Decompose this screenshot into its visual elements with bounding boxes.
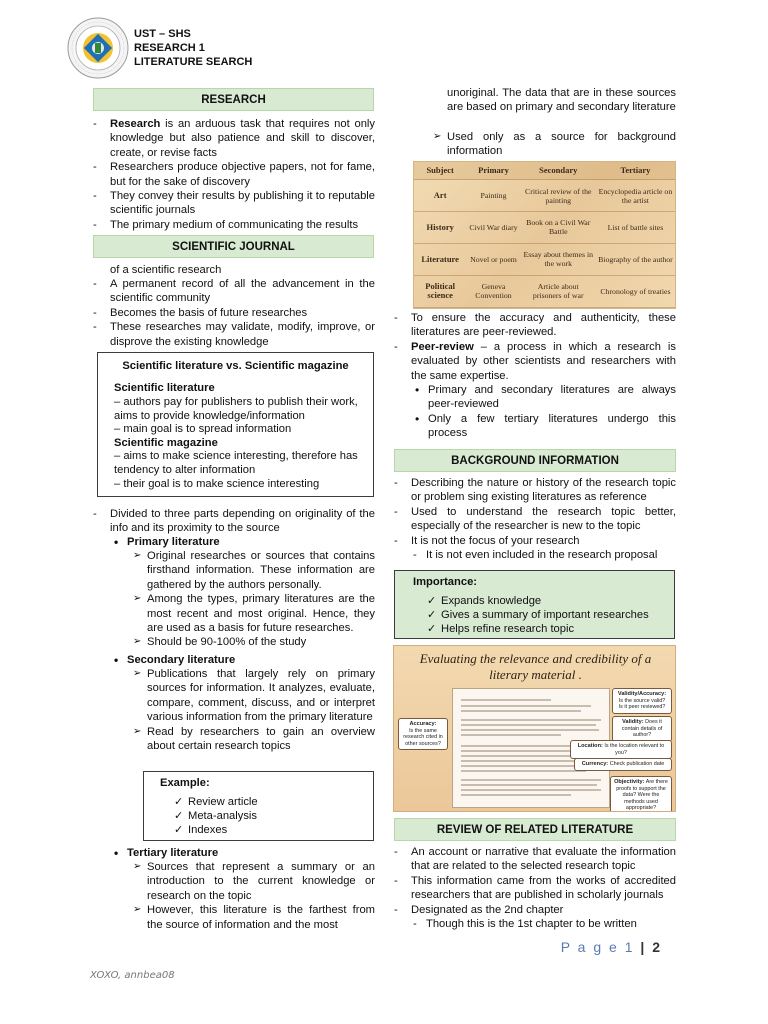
list-item: - Though this is the 1st chapter to be written xyxy=(410,917,676,931)
literature-types-table xyxy=(414,162,675,308)
list-item: • Only a few tertiary literatures undergo this process xyxy=(413,412,676,441)
peer-review-list xyxy=(394,311,676,383)
importance-box xyxy=(394,570,675,639)
secondary-literature-heading: • Secondary literature xyxy=(112,653,375,667)
table-cell: Encyclopedia article on the artist xyxy=(596,180,675,212)
journal-list xyxy=(93,277,375,349)
table-cell: History xyxy=(414,212,466,244)
list-item: - These researches may validate, modify, improve, or disprove the existing knowledge xyxy=(93,320,375,349)
accuracy-callout: Accuracy: Is the same research cited in other sources? xyxy=(398,718,448,750)
header-line-1: UST – SHS xyxy=(134,28,191,40)
table-cell: Critical review of the painting xyxy=(521,180,596,212)
secondary-list xyxy=(133,667,375,753)
author-signature: XOXO, annbea08 xyxy=(90,970,175,981)
table-cell: Novel or poem xyxy=(466,243,520,275)
review-of-related-literature-banner: REVIEW OF RELATED LITERATURE xyxy=(394,818,676,841)
header-line-2: RESEARCH 1 xyxy=(134,42,205,54)
example-list xyxy=(160,796,373,837)
table-row xyxy=(414,243,675,275)
evaluation-figure xyxy=(393,645,676,812)
tertiary-continuation: unoriginal. The data that are in these sources are based on primary and secondary literature xyxy=(447,87,676,114)
list-item: - Designated as the 2nd chapter xyxy=(394,903,676,917)
list-item: ✓ Expands knowledge xyxy=(427,594,674,608)
research-list xyxy=(93,117,375,232)
list-item: ➢ Among the types, primary literatures are the most recent and most original. Hence, they are used as a basis for future researches. xyxy=(133,592,375,635)
tertiary-cont-list xyxy=(433,130,676,159)
list-item: ➢ Used only as a source for background information xyxy=(433,130,676,159)
list-item: - The primary medium of communicating the results xyxy=(93,218,375,232)
rrl-list xyxy=(394,845,676,917)
primary-literature-heading: • Primary literature xyxy=(112,535,375,549)
list-item: - It is not even included in the research proposal xyxy=(410,548,676,562)
list-item: - A permanent record of all the advancement in the scientific community xyxy=(93,277,375,306)
page-label: P a g e xyxy=(560,939,619,955)
list-item: ➢ Read by researchers to gain an overview about certain research topics xyxy=(133,725,375,754)
list-item: - Becomes the basis of future researches xyxy=(93,306,375,320)
table-header-cell: Tertiary xyxy=(596,162,675,180)
location-callout: Location: Is the location relevant to you? xyxy=(570,740,672,759)
table-cell: Book on a Civil War Battle xyxy=(521,212,596,244)
table-cell: Literature xyxy=(414,243,466,275)
research-banner: RESEARCH xyxy=(93,88,374,111)
table-header-cell: Secondary xyxy=(521,162,596,180)
background-sublist xyxy=(410,548,676,562)
importance-title: Importance: xyxy=(413,576,478,588)
journal-continuation: of a scientific research xyxy=(110,264,222,276)
validity-callout: Validity: Does it contain details of author? xyxy=(612,716,672,742)
list-item: - Researchers produce objective papers, not for fame, but for the sake of discovery xyxy=(93,160,375,189)
table-header-row xyxy=(414,162,675,180)
page-number xyxy=(561,940,662,954)
magazine-point: – their goal is to make science interesting xyxy=(114,477,320,490)
background-list xyxy=(394,476,676,548)
table-cell: Geneva Convention xyxy=(466,275,520,307)
document-header xyxy=(134,27,252,69)
table-cell: List of battle sites xyxy=(596,212,675,244)
table-cell: Essay about themes in the work xyxy=(521,243,596,275)
tertiary-literature-heading: • Tertiary literature xyxy=(112,846,375,860)
importance-list xyxy=(413,594,674,636)
table-cell: Chronology of treaties xyxy=(596,275,675,307)
tertiary-list xyxy=(133,860,375,932)
school-seal-logo xyxy=(66,16,130,80)
tertiary-heading-list xyxy=(112,846,375,860)
validity-accuracy-callout: Validity/Accuracy: Is the source valid? Is it peer reviewed? xyxy=(612,688,672,714)
list-item: ➢ Should be 90-100% of the study xyxy=(133,635,375,649)
list-item: ➢ Publications that largely rely on primary sources for information. It analyzes, evaluate, compare, comment, discuss, and or interpret various information from the primary literature xyxy=(133,667,375,725)
divided-list xyxy=(93,507,375,536)
literature-point: – main goal is to spread information xyxy=(114,423,292,436)
list-item: ✓ Meta-analysis xyxy=(174,810,373,824)
table-row xyxy=(414,275,675,307)
literature-heading: Scientific literature xyxy=(114,382,215,395)
list-item: ➢ Sources that represent a summary or an introduction to the current knowledge or research on the topic xyxy=(133,860,375,903)
objectivity-callout: Objectivity: Are there proofs to support the data? Were the methods used appropriate? xyxy=(610,776,672,812)
magazine-point: – aims to make science interesting, therefore has tendency to alter information xyxy=(114,450,358,476)
table-header-cell: Subject xyxy=(414,162,466,180)
secondary-heading-list xyxy=(112,653,375,667)
currency-callout: Currency: Check publication date xyxy=(574,758,672,771)
primary-heading-list xyxy=(112,535,375,549)
scientific-journal-banner: SCIENTIFIC JOURNAL xyxy=(93,235,374,258)
page-separator: | xyxy=(640,939,647,955)
list-item: ✓ Indexes xyxy=(174,824,373,838)
list-item: - An account or narrative that evaluate the information that are related to the selected research topic xyxy=(394,845,676,874)
box-title: Scientific literature vs. Scientific magazine xyxy=(122,360,349,372)
list-item: - It is not the focus of your research xyxy=(394,534,676,548)
table-header-cell: Primary xyxy=(466,162,520,180)
literature-point: – authors pay for publishers to publish their work, aims to provide knowledge/information xyxy=(114,396,358,422)
table-cell: Painting xyxy=(466,180,520,212)
table-row xyxy=(414,180,675,212)
example-box xyxy=(143,771,374,841)
list-item: - Research is an arduous task that requires not only knowledge but also patience and skill to discover, create, or revise facts xyxy=(93,117,375,160)
list-item: • Primary and secondary literatures are always peer-reviewed xyxy=(413,383,676,412)
magazine-heading: Scientific magazine xyxy=(114,436,218,449)
list-item: ➢ Original researches or sources that contains firsthand information. These information are gathered by the authors personally. xyxy=(133,549,375,592)
table-row xyxy=(414,212,675,244)
list-item: ✓ Helps refine research topic xyxy=(427,622,674,636)
list-item: - To ensure the accuracy and authenticity, these literatures are peer-reviewed. xyxy=(394,311,676,340)
peer-review-points xyxy=(413,383,676,441)
figure-title: Evaluating the relevance and credibility of a literary material . xyxy=(419,651,652,682)
list-item: - They convey their results by publishing it to reputable scientific journals xyxy=(93,189,375,218)
list-item: - Describing the nature or history of the research topic or problem sing existing literatures as reference xyxy=(394,476,676,505)
primary-list xyxy=(133,549,375,650)
literature-types-table-image xyxy=(413,161,676,309)
list-item: - Peer-review – a process in which a research is evaluated by other scientists and researchers with the same expertise. xyxy=(394,340,676,383)
list-item: ✓ Gives a summary of important researches xyxy=(427,608,674,622)
table-cell: Political science xyxy=(414,275,466,307)
table-cell: Article about prisoners of war xyxy=(521,275,596,307)
page-current: 1 xyxy=(624,939,635,955)
table-cell: Biography of the author xyxy=(596,243,675,275)
page-total: 2 xyxy=(652,939,662,955)
list-item: - This information came from the works of accredited researchers that are published in scholarly journals xyxy=(394,874,676,903)
list-item: ✓ Review article xyxy=(174,796,373,810)
table-cell: Civil War diary xyxy=(466,212,520,244)
example-title: Example: xyxy=(160,777,210,789)
list-item: ➢ However, this literature is the farthest from the source of information and the most xyxy=(133,903,375,932)
list-item: - Divided to three parts depending on originality of the info and its proximity to the source xyxy=(93,507,375,536)
list-item: - Used to understand the research topic better, especially of the researcher is new to the topic xyxy=(394,505,676,534)
header-line-3: LITERATURE SEARCH xyxy=(134,56,253,68)
background-information-banner: BACKGROUND INFORMATION xyxy=(394,449,676,472)
rrl-sublist xyxy=(410,917,676,931)
literature-vs-magazine-box xyxy=(97,352,374,497)
table-cell: Art xyxy=(414,180,466,212)
